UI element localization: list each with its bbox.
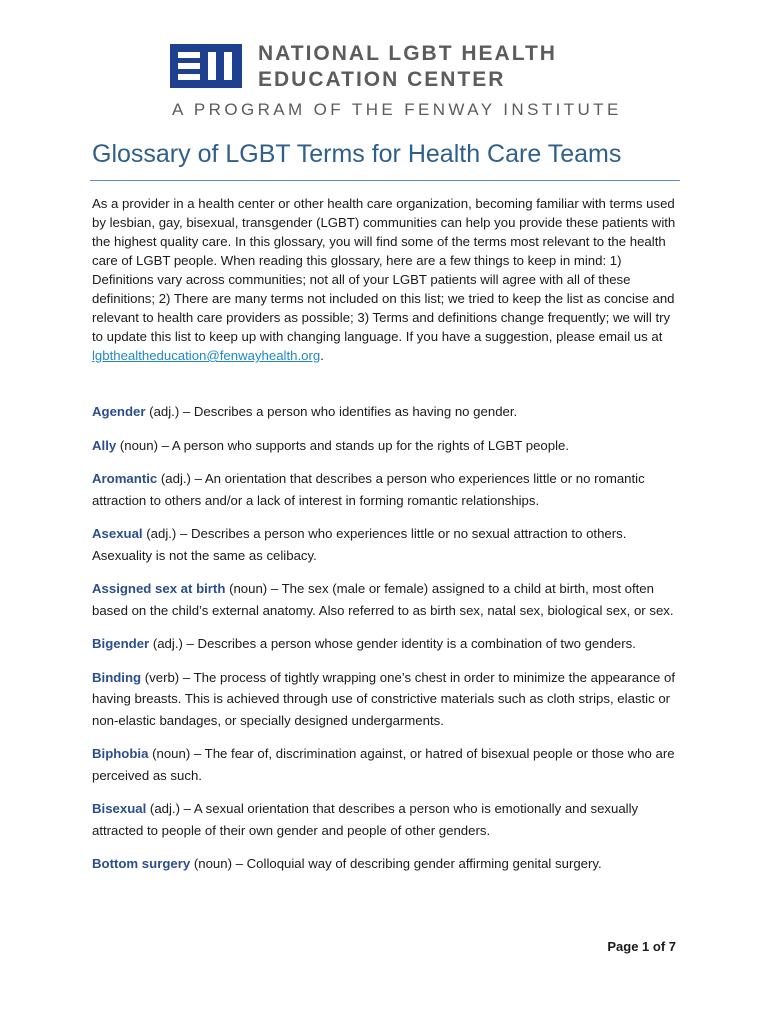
center-logo-icon xyxy=(170,44,242,88)
org-name-line2: EDUCATION CENTER xyxy=(258,68,506,91)
glossary-entry: Biphobia (noun) – The fear of, discrimination against, or hatred of bisexual people or those who are perceived as such. xyxy=(92,746,675,783)
intro-text: As a provider in a health center or other health care organization, becoming familiar with terms used by lesbian, gay, bisexual, transgender (LGBT) communities can help you provide these patients with the highest quality care. In this glossary, you will find some of the terms most relevant to the health care of LGBT people. When reading this glossary, here are a few things to keep in mind: 1) Definitions vary across communities; not all of your LGBT patients will agree with all of these definitions; 2) There are many terms not included on this list; we tried to keep the list as concise and relevant to health care providers as possible; 3) Terms and definitions change frequently; we will try to update this list to keep up with changing language. If you have a suggestion, please email us at xyxy=(92,196,676,344)
document-title: Glossary of LGBT Terms for Health Care Teams xyxy=(92,140,622,168)
glossary-entry: Bigender (adj.) – Describes a person whose gender identity is a combination of two genders. xyxy=(92,636,636,651)
entry-pos: (adj.) xyxy=(152,636,183,651)
entry-pos: (noun) xyxy=(193,856,232,871)
entry-definition: A person who supports and stands up for the rights of LGBT people. xyxy=(171,437,570,453)
entry-term: Agender xyxy=(92,404,146,419)
document-body xyxy=(92,194,682,887)
title-divider xyxy=(90,180,680,181)
intro-paragraph xyxy=(92,194,682,365)
header xyxy=(170,40,622,124)
glossary-entry: Binding (verb) – The process of tightly wrapping one’s chest in order to minimize the appearance of having breasts. This is achieved through use of constrictive materials such as cloth strips, elastic or non-elastic bandages, or specially designed undergarments. xyxy=(92,669,675,728)
entry-pos: (adj.) xyxy=(149,404,180,419)
entry-pos: (noun) xyxy=(119,437,158,453)
glossary-entry: Ally (noun) – A person who supports and stands up for the rights of LGBT people. xyxy=(92,437,570,453)
program-tagline: A PROGRAM OF THE FENWAY INSTITUTE xyxy=(172,100,622,119)
org-name-line1: NATIONAL LGBT HEALTH xyxy=(258,42,557,65)
entry-term: Bigender xyxy=(92,636,150,651)
glossary-entry: Asexual (adj.) – Describes a person who experiences little or no sexual attraction to others. Asexuality is not the same as celibacy. xyxy=(92,526,627,563)
entry-pos: (noun) xyxy=(229,581,268,596)
entry-definition: Describes a person who identifies as having no gender. xyxy=(193,404,518,419)
entry-term: Biphobia xyxy=(92,746,149,761)
entry-term: Bisexual xyxy=(92,801,147,816)
contact-email-link[interactable]: lgbthealtheducation@fenwayhealth.org xyxy=(92,348,321,363)
intro-end: . xyxy=(320,348,324,363)
entry-definition: An orientation that describes a person who experiences little or no romantic attraction to others and/or a lack of interest in forming romantic relationships. xyxy=(92,471,645,508)
entry-term: Assigned sex at birth xyxy=(92,581,226,596)
entry-definition: Describes a person whose gender identity is a combination of two genders. xyxy=(197,636,636,651)
glossary-entry: Bisexual (adj.) – A sexual orientation that describes a person who is emotionally and sexually attracted to people of their own gender and people of other genders. xyxy=(92,801,639,838)
entry-term: Binding xyxy=(92,669,142,685)
page-number: Page 1 of 7 xyxy=(607,939,676,954)
entry-term: Aromantic xyxy=(92,471,158,486)
entry-term: Ally xyxy=(92,437,117,453)
entry-definition: The process of tightly wrapping one’s chest in order to minimize the appearance of having breasts. This is achieved through use of constrictive materials such as cloth strips, elastic or non-elastic bandages, or specially designed undergarments. xyxy=(92,669,675,728)
entry-pos: (adj.) xyxy=(149,801,180,816)
glossary-entry: Bottom surgery (noun) – Colloquial way of describing gender affirming genital surgery. xyxy=(92,856,602,871)
glossary-entry: Assigned sex at birth (noun) – The sex (male or female) assigned to a child at birth, most often based on the child’s external anatomy. Also referred to as birth sex, natal sex, biological sex, or sex. xyxy=(92,581,674,618)
glossary-entry: Agender (adj.) – Describes a person who identifies as having no gender. xyxy=(92,404,518,419)
entry-definition: Describes a person who experiences little or no sexual attraction to others. Asexuality is not the same as celibacy. xyxy=(92,526,627,563)
entry-definition: The fear of, discrimination against, or hatred of bisexual people or those who are perceived as such. xyxy=(92,746,675,783)
entry-pos: (adj.) xyxy=(160,471,191,486)
glossary-entry: Aromantic (adj.) – An orientation that describes a person who experiences little or no romantic attraction to others and/or a lack of interest in forming romantic relationships. xyxy=(92,471,645,508)
entry-pos: (adj.) xyxy=(146,526,177,541)
entry-definition: A sexual orientation that describes a person who is emotionally and sexually attracted to people of their own gender and people of other genders. xyxy=(92,801,639,838)
entry-definition: The sex (male or female) assigned to a child at birth, most often based on the child’s external anatomy. Also referred to as birth sex, natal sex, biological sex, or sex. xyxy=(92,581,674,618)
entry-definition: Colloquial way of describing gender affirming genital surgery. xyxy=(246,856,602,871)
entry-pos: (noun) xyxy=(152,746,191,761)
entry-term: Bottom surgery xyxy=(92,856,191,871)
entry-term: Asexual xyxy=(92,526,143,541)
entry-pos: (verb) xyxy=(144,669,180,685)
